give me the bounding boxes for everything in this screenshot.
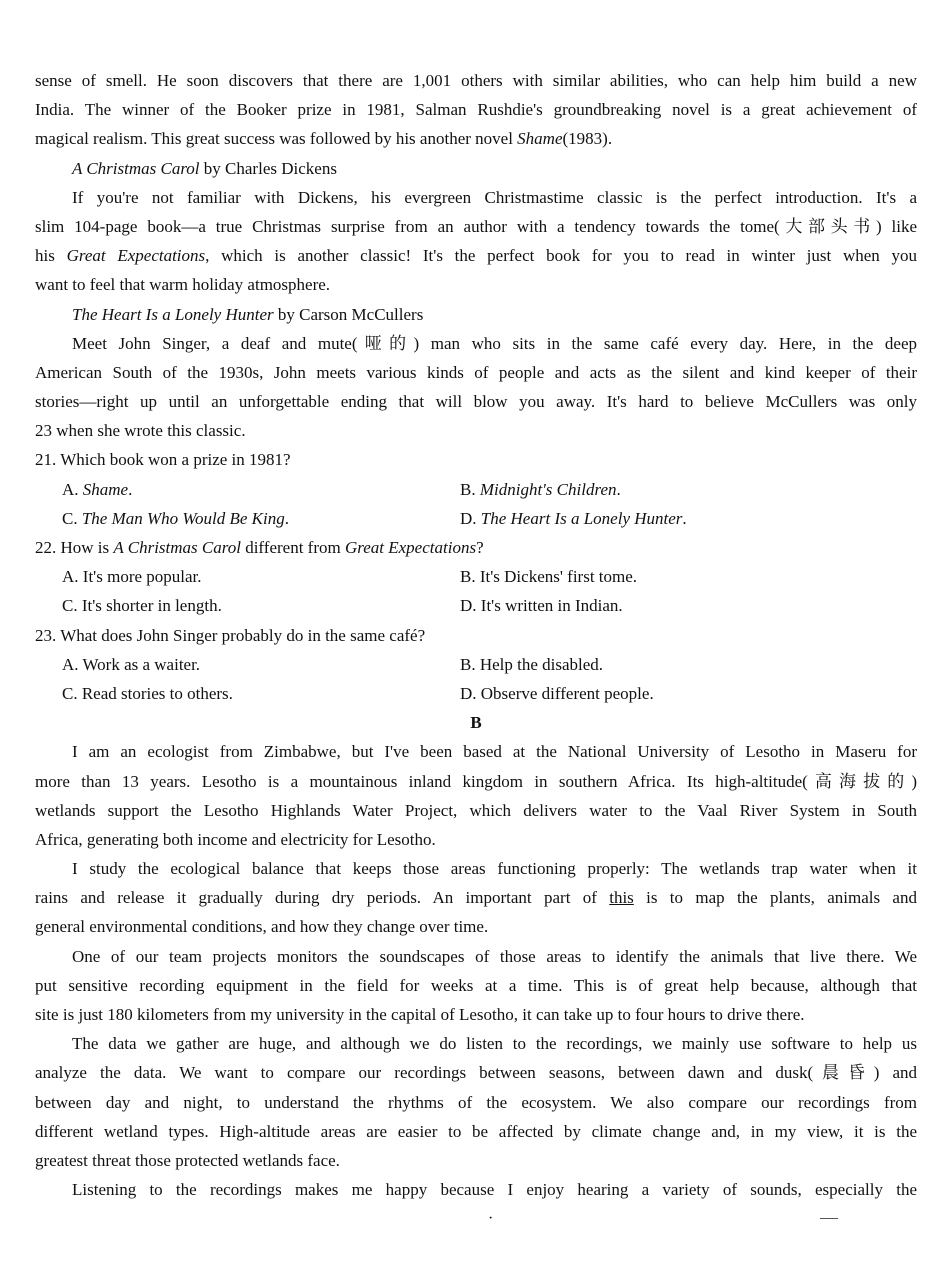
paragraph-rushdie — [35, 66, 917, 154]
passage-b-paragraph-2 — [35, 854, 917, 942]
text-line: slim 104-page book—a true Christmas surprise from an author with a tendency towards the tome(大部头书) like — [35, 216, 917, 236]
paragraph-heart-lonely-hunter — [35, 329, 917, 446]
text-line: I study the ecological balance that keeps those areas functioning properly: The wetlands trap water when it — [72, 859, 917, 879]
option-row — [35, 475, 917, 504]
option-c[interactable]: C. Read stories to others. — [62, 683, 233, 703]
option-a[interactable]: A. Shame. — [62, 479, 133, 499]
option-c[interactable]: C. The Man Who Would Be King. — [62, 508, 289, 528]
option-row — [35, 650, 917, 679]
passage-b-paragraph-5 — [35, 1175, 917, 1204]
text-line: analyze the data. We want to compare our recordings between seasons, between dawn and dusk(晨昏) and — [35, 1063, 917, 1083]
text-line: general environmental conditions, and how they change over time. — [35, 917, 489, 937]
question-23 — [35, 621, 917, 709]
option-b[interactable]: B. Midnight's Children. — [460, 479, 621, 499]
footer-dash — [820, 1218, 838, 1219]
text-line: I am an ecologist from Zimbabwe, but I've been based at the National University of Lesotho in Maseru for — [72, 742, 917, 762]
text-line: Listening to the recordings makes me happy because I enjoy hearing a variety of sounds, especially the — [72, 1180, 917, 1200]
text-line: Africa, generating both income and electricity for Lesotho. — [35, 829, 436, 849]
question-stem: 23. What does John Singer probably do in the same café? — [35, 625, 426, 645]
option-a[interactable]: A. Work as a waiter. — [62, 654, 201, 674]
passage-b-paragraph-3 — [35, 942, 917, 1030]
text-line: Meet John Singer, a deaf and mute(哑的) man who sits in the same café every day. Here, in the deep — [72, 333, 917, 353]
underlined-word-this: this — [609, 888, 634, 908]
text-line: between day and night, to understand the rhythms of the ecosystem. We also compare our recordings from — [35, 1092, 917, 1112]
option-b[interactable]: B. Help the disabled. — [460, 654, 604, 674]
option-row — [35, 562, 917, 591]
text-line: put sensitive recording equipment in the field for weeks at a time. This is of great help because, although that — [35, 975, 917, 995]
text-line: sense of smell. He soon discovers that there are 1,001 others with similar abilities, who can help him build a new — [35, 71, 917, 90]
option-d[interactable]: D. It's written in Indian. — [460, 596, 623, 616]
option-row — [35, 504, 917, 533]
text-line: American South of the 1930s, John meets various kinds of people and acts as the silent and kind keeper of their — [35, 362, 917, 382]
text-line: different wetland types. High-altitude areas are easier to be affected by climate change and, in my view, it is the — [35, 1121, 917, 1141]
text-line: site is just 180 kilometers from my university in the capital of Lesotho, it can take up to four hours to drive there. — [35, 1005, 805, 1024]
text-line: wetlands support the Lesotho Highlands Water Project, which delivers water to the Vaal River System in South — [35, 800, 917, 820]
option-a[interactable]: A. It's more popular. — [62, 567, 202, 587]
section-heading-b: B — [470, 713, 482, 733]
option-d[interactable]: D. The Heart Is a Lonely Hunter. — [460, 508, 687, 528]
text-line: 23 when she wrote this classic. — [35, 421, 246, 441]
book-heading-christmas-carol: A Christmas Carol by Charles Dickens — [72, 158, 337, 178]
text-line: If you're not familiar with Dickens, his evergreen Christmastime classic is the perfect introduction. It's a — [72, 187, 917, 207]
option-row — [35, 679, 917, 708]
option-b[interactable]: B. It's Dickens' first tome. — [460, 567, 638, 587]
text-line: The data we gather are huge, and although we do listen to the recordings, we mainly use software to help us — [72, 1034, 917, 1054]
text-line: greatest threat those protected wetlands face. — [35, 1150, 340, 1170]
question-21 — [35, 445, 917, 533]
question-stem: 22. How is A Christmas Carol different from Great Expectations? — [35, 538, 484, 557]
text-line: stories—right up until an unforgettable ending that will blow you away. It's hard to believe McCullers was only — [35, 392, 917, 412]
question-22 — [35, 533, 917, 621]
text-line: rains and release it gradually during dry periods. An important part of this is to map the plants, animals and — [35, 888, 917, 908]
exam-page — [35, 66, 917, 1204]
text-line: more than 13 years. Lesotho is a mountainous inland kingdom in southern Africa. Its high-altitude(高海拔的) — [35, 771, 917, 791]
text-line: India. The winner of the Booker prize in 1981, Salman Rushdie's groundbreaking novel is a great achievement of — [35, 100, 917, 120]
text-line: magical realism. This great success was followed by his another novel Shame(1983). — [35, 129, 613, 149]
question-stem: 21. Which book won a prize in 1981? — [35, 450, 291, 470]
passage-b-paragraph-4 — [35, 1029, 917, 1175]
text-line: want to feel that warm holiday atmosphere. — [35, 275, 331, 295]
passage-b-paragraph-1 — [35, 737, 917, 854]
option-d[interactable]: D. Observe different people. — [460, 683, 654, 703]
text-line: his Great Expectations, which is another classic! It's the perfect book for you to read in winter just when you — [35, 246, 917, 266]
footer-mark: · — [488, 1210, 494, 1227]
paragraph-christmas-carol — [35, 183, 917, 300]
book-heading-heart-lonely-hunter: The Heart Is a Lonely Hunter by Carson McCullers — [72, 304, 424, 324]
option-row — [35, 591, 917, 620]
text-line: One of our team projects monitors the soundscapes of those areas to identify the animals that live there. We — [72, 946, 917, 966]
option-c[interactable]: C. It's shorter in length. — [62, 596, 222, 616]
